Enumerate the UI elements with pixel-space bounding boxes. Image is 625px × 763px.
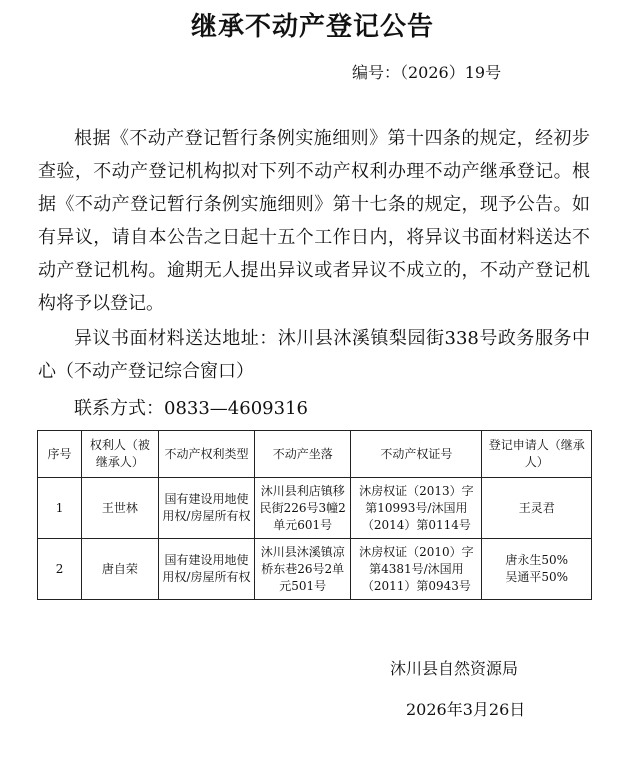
- document-number: 编号：（2026）19号: [352, 63, 502, 82]
- cell-owner: 王世林: [82, 478, 159, 539]
- objection-address: 异议书面材料送达地址：沐川县沐溪镇梨园街338号政务服务中心（不动产登记综合窗口）: [38, 328, 590, 382]
- cell-applicant: [482, 478, 592, 539]
- notice-paragraph: 根据《不动产登记暂行条例实施细则》第十四条的规定，经初步查验，不动产登记机构拟对下列不动产权利办理不动产继承登记。根据《不动产登记暂行条例实施细则》第十七条的规定，现予公告。如有异议，请自本公告之日起十五个工作日内，将异议书面材料送达不动产登记机构。逾期无人提出异议或者异议不成立的，不动产登记机构将予以登记。: [38, 128, 590, 314]
- cell-location: 沐川县沐溪镇凉桥东巷26号2单元501号: [255, 539, 351, 600]
- cell-location: 沐川县利店镇移民街226号3幢2单元601号: [255, 478, 351, 539]
- notice-body: [38, 122, 590, 425]
- applicant-line: 吴通平50%: [505, 570, 569, 584]
- cell-certificate: 沐房权证（2013）字第10993号/沐国用（2014）第0114号: [351, 478, 482, 539]
- applicant-line: 王灵君: [518, 500, 555, 515]
- cell-right-type: 国有建设用地使用权/房屋所有权: [158, 539, 254, 600]
- header-serial: 序号: [38, 431, 82, 478]
- cell-serial: 1: [38, 478, 82, 539]
- cell-serial: 2: [38, 539, 82, 600]
- header-applicant: 登记申请人（继承人）: [482, 431, 592, 478]
- cell-owner: 唐自荣: [82, 539, 159, 600]
- cell-right-type: 国有建设用地使用权/房屋所有权: [158, 478, 254, 539]
- cell-certificate: 沐房权证（2010）字第4381号/沐国用（2011）第0943号: [351, 539, 482, 600]
- property-table: [37, 430, 592, 600]
- issuing-agency: 沐川县自然资源局: [390, 659, 519, 678]
- applicant-line: 唐永生50%: [505, 553, 569, 567]
- header-location: 不动产坐落: [255, 431, 351, 478]
- header-certificate: 不动产权证号: [351, 431, 482, 478]
- issue-date: 2026年3月26日: [406, 700, 526, 719]
- contact-info: 联系方式：0833—4609316: [74, 398, 308, 419]
- table-header-row: [38, 431, 592, 478]
- table-row: [38, 539, 592, 600]
- table-row: [38, 478, 592, 539]
- header-owner: 权利人（被继承人）: [82, 431, 159, 478]
- cell-applicant: [482, 539, 592, 600]
- header-right-type: 不动产权利类型: [158, 431, 254, 478]
- notice-title: 继承不动产登记公告: [190, 12, 434, 42]
